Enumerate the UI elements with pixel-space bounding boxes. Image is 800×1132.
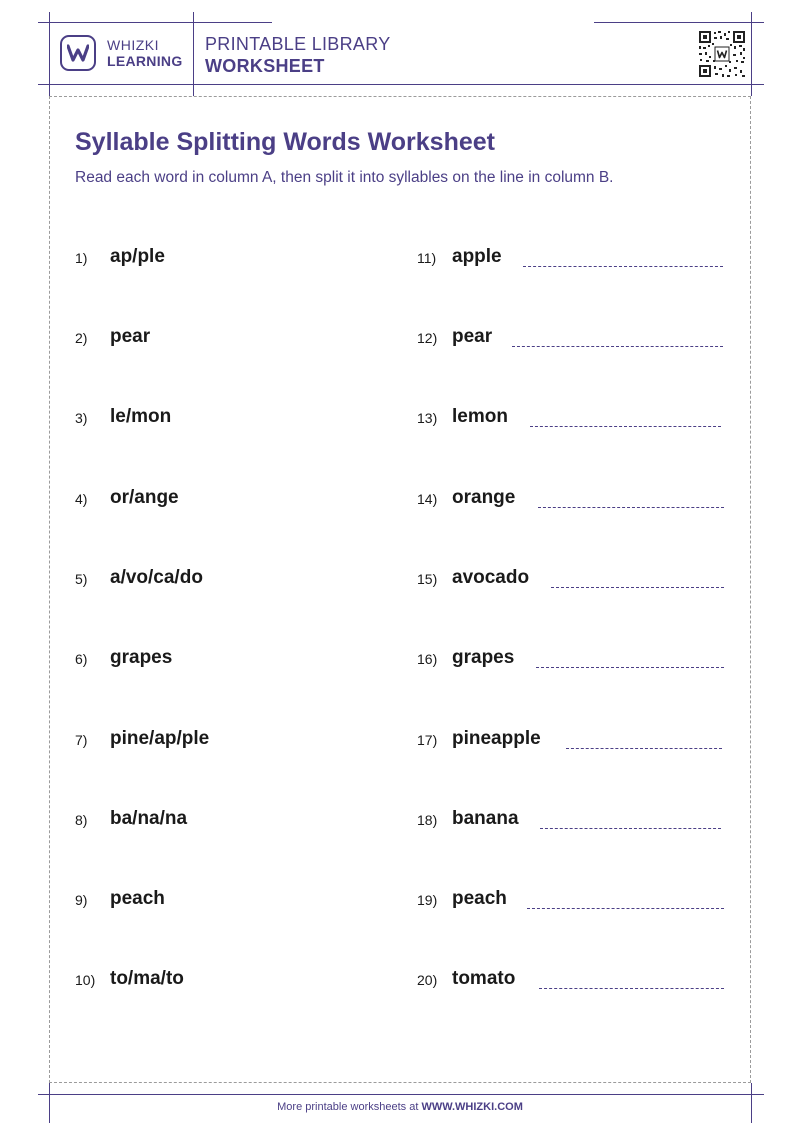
split-word: ba/na/na	[110, 808, 188, 829]
whole-word: pear	[452, 326, 493, 347]
item-number: 17)	[417, 732, 438, 748]
split-word: or/ange	[110, 487, 179, 508]
whole-word: avocado	[452, 567, 530, 588]
answer-line[interactable]	[566, 748, 722, 749]
answer-line[interactable]	[536, 667, 724, 668]
footer-site-link[interactable]: WWW.WHIZKI.COM	[421, 1101, 523, 1113]
header-divider-left	[49, 12, 50, 96]
item-number: 18)	[417, 812, 438, 828]
split-word: grapes	[110, 647, 173, 668]
column-b-item	[417, 725, 727, 755]
column-a-item	[75, 805, 395, 835]
answer-line[interactable]	[530, 426, 721, 427]
footer-top-line	[38, 1094, 764, 1095]
item-number: 3)	[75, 410, 88, 426]
split-word: pear	[110, 326, 151, 347]
item-number: 12)	[417, 330, 438, 346]
brand-name: WHIZKI	[107, 37, 159, 53]
worksheet-instructions: Read each word in column A, then split it into syllables on the line in column B.	[75, 169, 614, 186]
item-number: 15)	[417, 571, 438, 587]
split-word: pine/ap/ple	[110, 728, 210, 749]
column-a-item	[75, 403, 395, 433]
answer-line[interactable]	[539, 988, 724, 989]
answer-line[interactable]	[527, 908, 724, 909]
column-a-item	[75, 484, 395, 514]
split-word: le/mon	[110, 406, 172, 427]
column-a-item	[75, 323, 395, 353]
item-number: 9)	[75, 892, 88, 908]
library-label: PRINTABLE LIBRARY	[205, 34, 391, 54]
item-number: 6)	[75, 651, 88, 667]
item-number: 8)	[75, 812, 88, 828]
item-number: 1)	[75, 250, 88, 266]
item-number: 7)	[75, 732, 88, 748]
item-number: 10)	[75, 972, 96, 988]
item-number: 16)	[417, 651, 438, 667]
column-a-item	[75, 243, 395, 273]
footer-prefix: More printable worksheets at	[277, 1101, 422, 1113]
item-number: 2)	[75, 330, 88, 346]
column-b-item	[417, 885, 727, 915]
column-b-item	[417, 323, 727, 353]
whole-word: grapes	[452, 647, 515, 668]
worksheet-title: Syllable Splitting Words Worksheet	[75, 128, 495, 156]
logo-w-icon	[67, 44, 89, 62]
whole-word: peach	[452, 888, 507, 909]
column-b-item	[417, 805, 727, 835]
split-word: to/ma/to	[110, 968, 184, 989]
item-number: 4)	[75, 491, 88, 507]
column-b-item	[417, 644, 727, 674]
whole-word: apple	[452, 246, 502, 267]
answer-line[interactable]	[512, 346, 723, 347]
column-b-item	[417, 484, 727, 514]
column-a-item	[75, 885, 395, 915]
logo	[60, 35, 96, 71]
header-top-line-left	[38, 22, 272, 23]
whole-word: lemon	[452, 406, 508, 427]
answer-line[interactable]	[551, 587, 724, 588]
item-number: 20)	[417, 972, 438, 988]
column-b-item	[417, 403, 727, 433]
header-top-line-right	[594, 22, 764, 23]
item-number: 14)	[417, 491, 438, 507]
worksheet-label: WORKSHEET	[205, 56, 325, 76]
whole-word: banana	[452, 808, 519, 829]
column-a-item	[75, 965, 395, 995]
header-bottom-line	[38, 84, 764, 85]
brand-subname: LEARNING	[107, 53, 183, 69]
column-b-item	[417, 965, 727, 995]
column-a-item	[75, 725, 395, 755]
whole-word: pineapple	[452, 728, 541, 749]
split-word: peach	[110, 888, 165, 909]
item-number: 19)	[417, 892, 438, 908]
qr-code-icon	[698, 30, 746, 78]
split-word: ap/ple	[110, 246, 165, 267]
column-a-item	[75, 564, 395, 594]
answer-line[interactable]	[523, 266, 723, 267]
answer-line[interactable]	[540, 828, 721, 829]
split-word: a/vo/ca/do	[110, 567, 203, 588]
column-b-item	[417, 564, 727, 594]
footer-text	[0, 1101, 800, 1113]
item-number: 5)	[75, 571, 88, 587]
answer-line[interactable]	[538, 507, 724, 508]
header-divider-right	[751, 12, 752, 96]
whole-word: orange	[452, 487, 516, 508]
item-number: 11)	[417, 250, 437, 266]
column-a-item	[75, 644, 395, 674]
whole-word: tomato	[452, 968, 516, 989]
header-divider-mid	[193, 12, 194, 96]
column-b-item	[417, 243, 727, 273]
item-number: 13)	[417, 410, 438, 426]
